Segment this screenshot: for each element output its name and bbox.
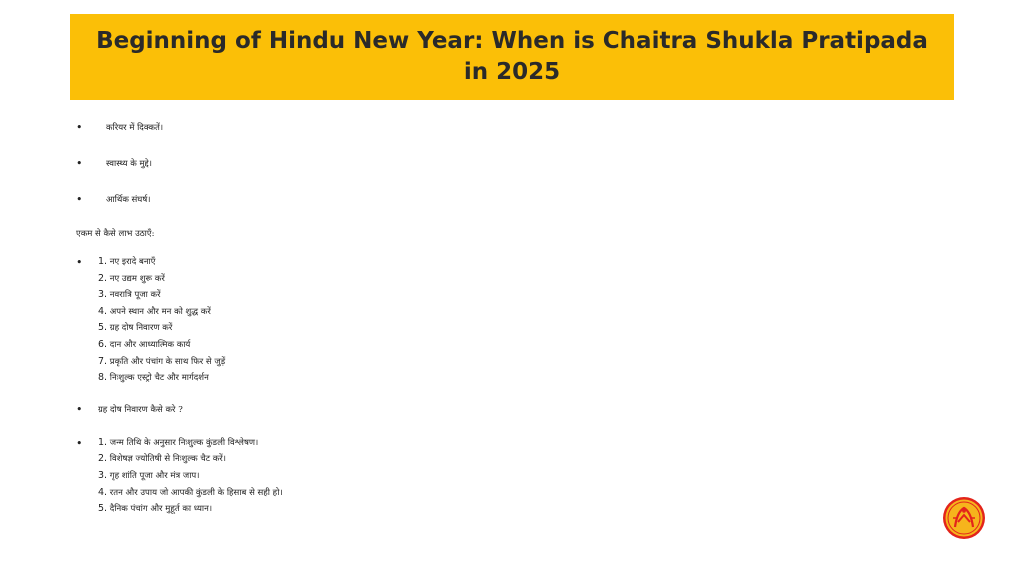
step-number: 4. <box>98 486 108 498</box>
list-item <box>98 501 776 518</box>
bullet-icon: • <box>76 402 83 416</box>
list-item <box>98 254 776 271</box>
step-text: निःशुल्क एस्ट्रो चैट और मार्गदर्शन <box>109 373 209 384</box>
list-item <box>98 435 776 452</box>
step-number: 3. <box>98 469 108 481</box>
list-item <box>98 337 776 354</box>
step-number: 1. <box>98 436 108 448</box>
slide-title: Beginning of Hindu New Year: When is Chaitra Shukla Pratipada in 2025 <box>96 28 928 85</box>
challenge-text: स्वास्थ्य के मुद्दे। <box>106 159 152 169</box>
bullet-icon: • <box>76 256 83 269</box>
list-item <box>98 304 776 321</box>
list-item <box>98 485 776 502</box>
step-text: विशेषज्ञ ज्योतिषी से निःशुल्क चैट करें। <box>109 454 226 465</box>
bullet-icon: • <box>76 121 83 134</box>
title-banner <box>70 14 954 100</box>
list-item <box>98 451 776 468</box>
list-item <box>76 154 776 190</box>
step-text: प्रकृति और पंचांग के साथ फिर से जुड़ें <box>109 356 226 367</box>
step-number: 8. <box>98 372 108 384</box>
remedy-question <box>76 401 776 435</box>
brand-logo-icon <box>942 496 986 540</box>
list-item <box>98 354 776 371</box>
step-number: 4. <box>98 305 108 317</box>
step-text: नए इरादे बनाएँ <box>109 257 156 267</box>
step-number: 1. <box>98 256 108 267</box>
step-text: रतन और उपाय जो आपकी कुंडली के हिसाब से सही हो। <box>109 487 283 498</box>
benefit-steps-list <box>76 254 776 387</box>
list-item <box>76 118 776 154</box>
benefit-heading: एकम से कैसे लाभ उठाएँ: <box>76 229 155 239</box>
step-text: गृह शांति पूजा और मंत्र जाप। <box>109 470 200 481</box>
bullet-icon: • <box>76 436 83 450</box>
step-text: जन्म तिथि के अनुसार निःशुल्क कुंडली विश्लेषण। <box>109 437 259 448</box>
list-item <box>98 468 776 485</box>
step-text: नवरात्रि पूजा करें <box>109 290 161 301</box>
list-item <box>76 190 776 226</box>
list-item <box>98 370 776 387</box>
step-number: 2. <box>98 453 108 465</box>
step-text: दान और आध्यात्मिक कार्य <box>109 339 191 350</box>
list-item <box>98 287 776 304</box>
step-number: 3. <box>98 289 108 301</box>
slide-content <box>76 118 776 518</box>
list-item <box>98 320 776 337</box>
step-number: 2. <box>98 272 108 284</box>
bullet-icon: • <box>76 157 83 170</box>
remedy-steps-list <box>76 435 776 518</box>
step-number: 6. <box>98 338 108 350</box>
challenge-text: आर्थिक संघर्ष। <box>106 195 151 205</box>
challenge-text: करियर में दिक्कतें। <box>106 123 164 133</box>
step-number: 7. <box>98 355 108 367</box>
bullet-icon: • <box>76 193 83 206</box>
list-item <box>98 271 776 288</box>
step-text: दैनिक पंचांग और मुहूर्त का ध्यान। <box>109 504 213 515</box>
step-text: ग्रह दोष निवारण करें <box>109 323 173 334</box>
question-text: ग्रह दोष निवारण कैसे करे ? <box>98 404 183 415</box>
step-text: नए उद्यम शुरू करें <box>109 273 165 284</box>
step-number: 5. <box>98 322 108 334</box>
step-text: अपने स्थान और मन को शुद्ध करें <box>109 306 211 317</box>
step-number: 5. <box>98 503 108 515</box>
